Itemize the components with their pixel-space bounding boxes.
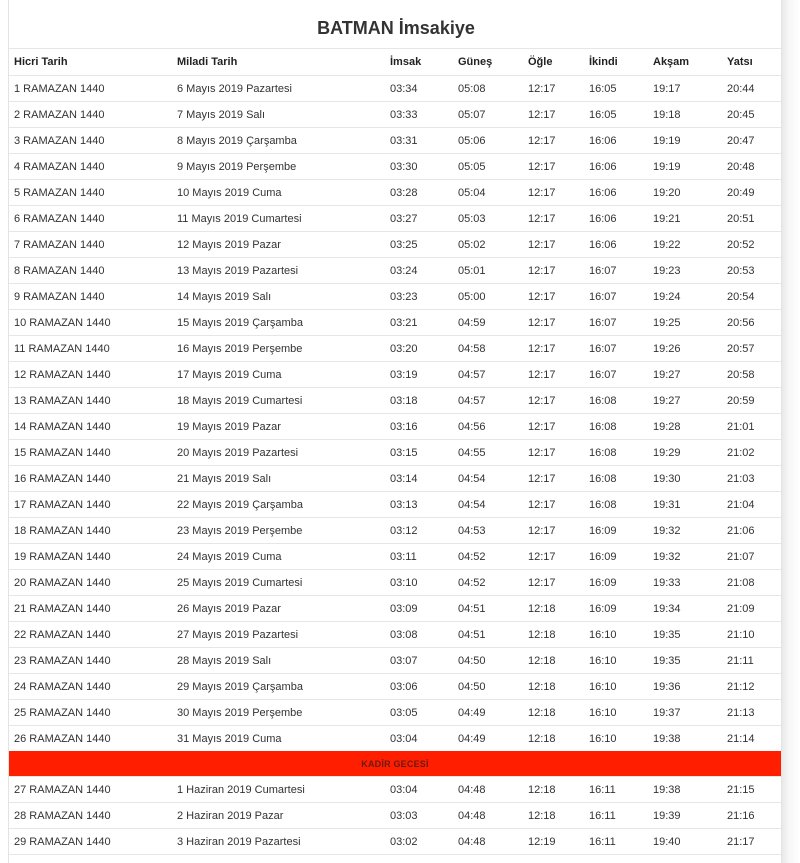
- cell-gunes: 04:51: [453, 596, 523, 622]
- cell-ikindi: 16:08: [584, 388, 648, 414]
- cell-imsak: 03:11: [385, 544, 453, 570]
- cell-hicri-tarih: 11 RAMAZAN 1440: [9, 336, 172, 362]
- cell-ikindi: 16:10: [584, 726, 648, 752]
- cell-yatsi: 20:52: [722, 232, 781, 258]
- table-row: [9, 232, 781, 258]
- cell-yatsi: 20:54: [722, 284, 781, 310]
- cell-yatsi: 20:59: [722, 388, 781, 414]
- cell-ikindi: 16:06: [584, 180, 648, 206]
- cell-gunes: 04:48: [453, 803, 523, 829]
- cell-miladi-tarih: 27 Mayıs 2019 Pazartesi: [172, 622, 385, 648]
- table-row: [9, 206, 781, 232]
- table-row: [9, 570, 781, 596]
- table-body: [9, 76, 781, 855]
- cell-gunes: 05:03: [453, 206, 523, 232]
- cell-yatsi: 21:15: [722, 777, 781, 803]
- cell-ogle: 12:17: [523, 206, 584, 232]
- header-ikindi: İkindi: [584, 49, 648, 76]
- cell-imsak: 03:23: [385, 284, 453, 310]
- cell-ikindi: 16:06: [584, 128, 648, 154]
- header-miladi-tarih: Miladi Tarih: [172, 49, 385, 76]
- cell-imsak: 03:12: [385, 518, 453, 544]
- cell-ikindi: 16:10: [584, 674, 648, 700]
- page-shadow: [782, 0, 800, 863]
- cell-hicri-tarih: 9 RAMAZAN 1440: [9, 284, 172, 310]
- cell-miladi-tarih: 11 Mayıs 2019 Cumartesi: [172, 206, 385, 232]
- cell-miladi-tarih: 1 Haziran 2019 Cumartesi: [172, 777, 385, 803]
- cell-imsak: 03:04: [385, 777, 453, 803]
- cell-hicri-tarih: 27 RAMAZAN 1440: [9, 777, 172, 803]
- cell-hicri-tarih: 7 RAMAZAN 1440: [9, 232, 172, 258]
- cell-ogle: 12:18: [523, 622, 584, 648]
- cell-ikindi: 16:07: [584, 362, 648, 388]
- cell-miladi-tarih: 10 Mayıs 2019 Cuma: [172, 180, 385, 206]
- cell-imsak: 03:05: [385, 700, 453, 726]
- cell-aksam: 19:27: [648, 388, 722, 414]
- cell-miladi-tarih: 18 Mayıs 2019 Cumartesi: [172, 388, 385, 414]
- cell-hicri-tarih: 14 RAMAZAN 1440: [9, 414, 172, 440]
- table-row: [9, 440, 781, 466]
- cell-ogle: 12:17: [523, 310, 584, 336]
- cell-ikindi: 16:10: [584, 700, 648, 726]
- cell-ogle: 12:17: [523, 284, 584, 310]
- cell-imsak: 03:20: [385, 336, 453, 362]
- cell-miladi-tarih: 19 Mayıs 2019 Pazar: [172, 414, 385, 440]
- cell-aksam: 19:29: [648, 440, 722, 466]
- cell-yatsi: 20:53: [722, 258, 781, 284]
- cell-gunes: 05:08: [453, 76, 523, 102]
- cell-ikindi: 16:06: [584, 206, 648, 232]
- cell-gunes: 04:52: [453, 544, 523, 570]
- table-row: [9, 518, 781, 544]
- cell-ikindi: 16:08: [584, 440, 648, 466]
- table-row: [9, 674, 781, 700]
- cell-aksam: 19:30: [648, 466, 722, 492]
- header-imsak: İmsak: [385, 49, 453, 76]
- cell-imsak: 03:27: [385, 206, 453, 232]
- cell-ogle: 12:19: [523, 829, 584, 855]
- cell-imsak: 03:04: [385, 726, 453, 752]
- cell-imsak: 03:14: [385, 466, 453, 492]
- cell-hicri-tarih: 26 RAMAZAN 1440: [9, 726, 172, 752]
- cell-gunes: 05:06: [453, 128, 523, 154]
- cell-ogle: 12:18: [523, 596, 584, 622]
- cell-ogle: 12:18: [523, 803, 584, 829]
- cell-miladi-tarih: 26 Mayıs 2019 Pazar: [172, 596, 385, 622]
- cell-miladi-tarih: 30 Mayıs 2019 Perşembe: [172, 700, 385, 726]
- cell-imsak: 03:13: [385, 492, 453, 518]
- kadir-gecesi-label: KADİR GECESİ: [9, 752, 781, 777]
- cell-imsak: 03:33: [385, 102, 453, 128]
- cell-hicri-tarih: 4 RAMAZAN 1440: [9, 154, 172, 180]
- cell-imsak: 03:07: [385, 648, 453, 674]
- table-row: [9, 803, 781, 829]
- header-ogle: Öğle: [523, 49, 584, 76]
- cell-miladi-tarih: 7 Mayıs 2019 Salı: [172, 102, 385, 128]
- kadir-gecesi-row: [9, 752, 781, 777]
- cell-miladi-tarih: 22 Mayıs 2019 Çarşamba: [172, 492, 385, 518]
- cell-gunes: 04:51: [453, 622, 523, 648]
- table-row: [9, 154, 781, 180]
- cell-yatsi: 20:51: [722, 206, 781, 232]
- cell-ogle: 12:18: [523, 726, 584, 752]
- cell-yatsi: 21:12: [722, 674, 781, 700]
- cell-aksam: 19:17: [648, 76, 722, 102]
- cell-miladi-tarih: 25 Mayıs 2019 Cumartesi: [172, 570, 385, 596]
- cell-yatsi: 21:09: [722, 596, 781, 622]
- cell-imsak: 03:25: [385, 232, 453, 258]
- cell-gunes: 04:52: [453, 570, 523, 596]
- cell-gunes: 04:58: [453, 336, 523, 362]
- cell-miladi-tarih: 20 Mayıs 2019 Pazartesi: [172, 440, 385, 466]
- cell-yatsi: 20:45: [722, 102, 781, 128]
- cell-gunes: 04:57: [453, 362, 523, 388]
- cell-ogle: 12:17: [523, 440, 584, 466]
- cell-imsak: 03:31: [385, 128, 453, 154]
- cell-miladi-tarih: 29 Mayıs 2019 Çarşamba: [172, 674, 385, 700]
- cell-ikindi: 16:08: [584, 466, 648, 492]
- cell-hicri-tarih: 16 RAMAZAN 1440: [9, 466, 172, 492]
- cell-yatsi: 20:49: [722, 180, 781, 206]
- cell-aksam: 19:40: [648, 829, 722, 855]
- cell-hicri-tarih: 21 RAMAZAN 1440: [9, 596, 172, 622]
- cell-gunes: 04:48: [453, 777, 523, 803]
- cell-ikindi: 16:08: [584, 492, 648, 518]
- cell-gunes: 04:49: [453, 700, 523, 726]
- cell-imsak: 03:06: [385, 674, 453, 700]
- table-row: [9, 336, 781, 362]
- cell-miladi-tarih: 6 Mayıs 2019 Pazartesi: [172, 76, 385, 102]
- cell-hicri-tarih: 23 RAMAZAN 1440: [9, 648, 172, 674]
- table-row: [9, 544, 781, 570]
- cell-miladi-tarih: 12 Mayıs 2019 Pazar: [172, 232, 385, 258]
- cell-ikindi: 16:09: [584, 518, 648, 544]
- cell-ogle: 12:18: [523, 648, 584, 674]
- cell-miladi-tarih: 8 Mayıs 2019 Çarşamba: [172, 128, 385, 154]
- table-row: [9, 76, 781, 102]
- cell-yatsi: 20:48: [722, 154, 781, 180]
- cell-miladi-tarih: 28 Mayıs 2019 Salı: [172, 648, 385, 674]
- cell-gunes: 04:54: [453, 466, 523, 492]
- cell-hicri-tarih: 2 RAMAZAN 1440: [9, 102, 172, 128]
- cell-ikindi: 16:05: [584, 102, 648, 128]
- cell-miladi-tarih: 15 Mayıs 2019 Çarşamba: [172, 310, 385, 336]
- cell-yatsi: 20:44: [722, 76, 781, 102]
- table-row: [9, 258, 781, 284]
- cell-imsak: 03:02: [385, 829, 453, 855]
- cell-gunes: 04:50: [453, 674, 523, 700]
- cell-yatsi: 21:03: [722, 466, 781, 492]
- cell-ogle: 12:17: [523, 180, 584, 206]
- cell-hicri-tarih: 5 RAMAZAN 1440: [9, 180, 172, 206]
- cell-gunes: 04:56: [453, 414, 523, 440]
- cell-aksam: 19:35: [648, 622, 722, 648]
- cell-yatsi: 21:04: [722, 492, 781, 518]
- cell-imsak: 03:08: [385, 622, 453, 648]
- cell-gunes: 05:01: [453, 258, 523, 284]
- cell-gunes: 04:50: [453, 648, 523, 674]
- cell-ikindi: 16:07: [584, 258, 648, 284]
- cell-imsak: 03:19: [385, 362, 453, 388]
- cell-hicri-tarih: 25 RAMAZAN 1440: [9, 700, 172, 726]
- cell-yatsi: 21:16: [722, 803, 781, 829]
- table-row: [9, 388, 781, 414]
- cell-aksam: 19:32: [648, 518, 722, 544]
- cell-ogle: 12:17: [523, 232, 584, 258]
- cell-ogle: 12:17: [523, 154, 584, 180]
- cell-aksam: 19:35: [648, 648, 722, 674]
- cell-yatsi: 21:17: [722, 829, 781, 855]
- cell-gunes: 05:05: [453, 154, 523, 180]
- cell-aksam: 19:31: [648, 492, 722, 518]
- cell-hicri-tarih: 15 RAMAZAN 1440: [9, 440, 172, 466]
- cell-yatsi: 21:02: [722, 440, 781, 466]
- table-row: [9, 596, 781, 622]
- cell-miladi-tarih: 23 Mayıs 2019 Perşembe: [172, 518, 385, 544]
- cell-ikindi: 16:08: [584, 414, 648, 440]
- cell-hicri-tarih: 29 RAMAZAN 1440: [9, 829, 172, 855]
- cell-ikindi: 16:10: [584, 622, 648, 648]
- cell-miladi-tarih: 13 Mayıs 2019 Pazartesi: [172, 258, 385, 284]
- cell-ikindi: 16:06: [584, 154, 648, 180]
- cell-ogle: 12:17: [523, 414, 584, 440]
- table-row: [9, 492, 781, 518]
- cell-imsak: 03:30: [385, 154, 453, 180]
- cell-miladi-tarih: 9 Mayıs 2019 Perşembe: [172, 154, 385, 180]
- cell-hicri-tarih: 28 RAMAZAN 1440: [9, 803, 172, 829]
- cell-gunes: 05:02: [453, 232, 523, 258]
- cell-ogle: 12:18: [523, 674, 584, 700]
- cell-aksam: 19:39: [648, 803, 722, 829]
- cell-hicri-tarih: 6 RAMAZAN 1440: [9, 206, 172, 232]
- cell-ikindi: 16:05: [584, 76, 648, 102]
- cell-imsak: 03:03: [385, 803, 453, 829]
- cell-aksam: 19:37: [648, 700, 722, 726]
- cell-gunes: 05:00: [453, 284, 523, 310]
- cell-ikindi: 16:10: [584, 648, 648, 674]
- cell-ikindi: 16:11: [584, 777, 648, 803]
- cell-ogle: 12:17: [523, 336, 584, 362]
- cell-ikindi: 16:06: [584, 232, 648, 258]
- cell-gunes: 04:53: [453, 518, 523, 544]
- cell-hicri-tarih: 24 RAMAZAN 1440: [9, 674, 172, 700]
- cell-aksam: 19:18: [648, 102, 722, 128]
- cell-yatsi: 21:10: [722, 622, 781, 648]
- cell-imsak: 03:34: [385, 76, 453, 102]
- imsakiye-panel: [8, 0, 782, 863]
- cell-miladi-tarih: 17 Mayıs 2019 Cuma: [172, 362, 385, 388]
- imsakiye-table: [9, 48, 781, 855]
- cell-aksam: 19:28: [648, 414, 722, 440]
- cell-aksam: 19:36: [648, 674, 722, 700]
- cell-miladi-tarih: 31 Mayıs 2019 Cuma: [172, 726, 385, 752]
- cell-ogle: 12:17: [523, 76, 584, 102]
- cell-gunes: 04:55: [453, 440, 523, 466]
- cell-ogle: 12:17: [523, 492, 584, 518]
- table-row: [9, 414, 781, 440]
- cell-yatsi: 21:08: [722, 570, 781, 596]
- cell-hicri-tarih: 12 RAMAZAN 1440: [9, 362, 172, 388]
- cell-hicri-tarih: 17 RAMAZAN 1440: [9, 492, 172, 518]
- cell-ogle: 12:17: [523, 258, 584, 284]
- cell-ikindi: 16:11: [584, 829, 648, 855]
- header-hicri-tarih: Hicri Tarih: [9, 49, 172, 76]
- cell-aksam: 19:19: [648, 128, 722, 154]
- table-row: [9, 700, 781, 726]
- cell-yatsi: 21:06: [722, 518, 781, 544]
- cell-hicri-tarih: 3 RAMAZAN 1440: [9, 128, 172, 154]
- cell-ogle: 12:18: [523, 777, 584, 803]
- cell-aksam: 19:20: [648, 180, 722, 206]
- table-row: [9, 180, 781, 206]
- cell-gunes: 04:49: [453, 726, 523, 752]
- table-row: [9, 102, 781, 128]
- cell-gunes: 04:57: [453, 388, 523, 414]
- cell-ogle: 12:17: [523, 544, 584, 570]
- cell-imsak: 03:21: [385, 310, 453, 336]
- cell-yatsi: 21:01: [722, 414, 781, 440]
- cell-imsak: 03:09: [385, 596, 453, 622]
- cell-hicri-tarih: 19 RAMAZAN 1440: [9, 544, 172, 570]
- cell-aksam: 19:33: [648, 570, 722, 596]
- cell-miladi-tarih: 3 Haziran 2019 Pazartesi: [172, 829, 385, 855]
- cell-ogle: 12:18: [523, 700, 584, 726]
- cell-miladi-tarih: 14 Mayıs 2019 Salı: [172, 284, 385, 310]
- cell-hicri-tarih: 18 RAMAZAN 1440: [9, 518, 172, 544]
- cell-aksam: 19:23: [648, 258, 722, 284]
- table-row: [9, 777, 781, 803]
- cell-imsak: 03:28: [385, 180, 453, 206]
- cell-imsak: 03:10: [385, 570, 453, 596]
- cell-hicri-tarih: 22 RAMAZAN 1440: [9, 622, 172, 648]
- cell-ogle: 12:17: [523, 388, 584, 414]
- cell-aksam: 19:24: [648, 284, 722, 310]
- table-row: [9, 726, 781, 752]
- cell-aksam: 19:38: [648, 777, 722, 803]
- cell-miladi-tarih: 2 Haziran 2019 Pazar: [172, 803, 385, 829]
- cell-yatsi: 20:56: [722, 310, 781, 336]
- cell-yatsi: 21:14: [722, 726, 781, 752]
- table-header-row: [9, 49, 781, 76]
- cell-hicri-tarih: 13 RAMAZAN 1440: [9, 388, 172, 414]
- header-yatsi: Yatsı: [722, 49, 781, 76]
- table-row: [9, 466, 781, 492]
- cell-hicri-tarih: 20 RAMAZAN 1440: [9, 570, 172, 596]
- cell-imsak: 03:24: [385, 258, 453, 284]
- cell-gunes: 04:48: [453, 829, 523, 855]
- cell-yatsi: 20:57: [722, 336, 781, 362]
- cell-hicri-tarih: 8 RAMAZAN 1440: [9, 258, 172, 284]
- cell-yatsi: 20:47: [722, 128, 781, 154]
- cell-miladi-tarih: 16 Mayıs 2019 Perşembe: [172, 336, 385, 362]
- cell-aksam: 19:22: [648, 232, 722, 258]
- cell-aksam: 19:26: [648, 336, 722, 362]
- cell-aksam: 19:34: [648, 596, 722, 622]
- cell-ikindi: 16:09: [584, 570, 648, 596]
- cell-ikindi: 16:09: [584, 544, 648, 570]
- table-row: [9, 622, 781, 648]
- header-aksam: Akşam: [648, 49, 722, 76]
- cell-yatsi: 21:07: [722, 544, 781, 570]
- cell-ogle: 12:17: [523, 362, 584, 388]
- table-row: [9, 284, 781, 310]
- cell-imsak: 03:16: [385, 414, 453, 440]
- cell-aksam: 19:19: [648, 154, 722, 180]
- cell-ikindi: 16:09: [584, 596, 648, 622]
- cell-aksam: 19:27: [648, 362, 722, 388]
- cell-gunes: 04:54: [453, 492, 523, 518]
- cell-gunes: 04:59: [453, 310, 523, 336]
- cell-ikindi: 16:11: [584, 803, 648, 829]
- cell-ogle: 12:17: [523, 102, 584, 128]
- page-title: BATMAN İmsakiye: [317, 18, 475, 38]
- table-row: [9, 829, 781, 855]
- cell-aksam: 19:21: [648, 206, 722, 232]
- cell-gunes: 05:07: [453, 102, 523, 128]
- cell-yatsi: 21:13: [722, 700, 781, 726]
- cell-ikindi: 16:07: [584, 284, 648, 310]
- cell-aksam: 19:38: [648, 726, 722, 752]
- cell-miladi-tarih: 24 Mayıs 2019 Cuma: [172, 544, 385, 570]
- cell-ogle: 12:17: [523, 518, 584, 544]
- table-row: [9, 310, 781, 336]
- cell-ikindi: 16:07: [584, 310, 648, 336]
- cell-yatsi: 21:11: [722, 648, 781, 674]
- cell-gunes: 05:04: [453, 180, 523, 206]
- cell-aksam: 19:32: [648, 544, 722, 570]
- cell-hicri-tarih: 1 RAMAZAN 1440: [9, 76, 172, 102]
- cell-yatsi: 20:58: [722, 362, 781, 388]
- cell-miladi-tarih: 21 Mayıs 2019 Salı: [172, 466, 385, 492]
- cell-ikindi: 16:07: [584, 336, 648, 362]
- cell-ogle: 12:17: [523, 128, 584, 154]
- cell-imsak: 03:18: [385, 388, 453, 414]
- header-gunes: Güneş: [453, 49, 523, 76]
- table-row: [9, 128, 781, 154]
- table-row: [9, 362, 781, 388]
- cell-ogle: 12:17: [523, 466, 584, 492]
- cell-imsak: 03:15: [385, 440, 453, 466]
- cell-aksam: 19:25: [648, 310, 722, 336]
- table-row: [9, 648, 781, 674]
- cell-ogle: 12:17: [523, 570, 584, 596]
- cell-hicri-tarih: 10 RAMAZAN 1440: [9, 310, 172, 336]
